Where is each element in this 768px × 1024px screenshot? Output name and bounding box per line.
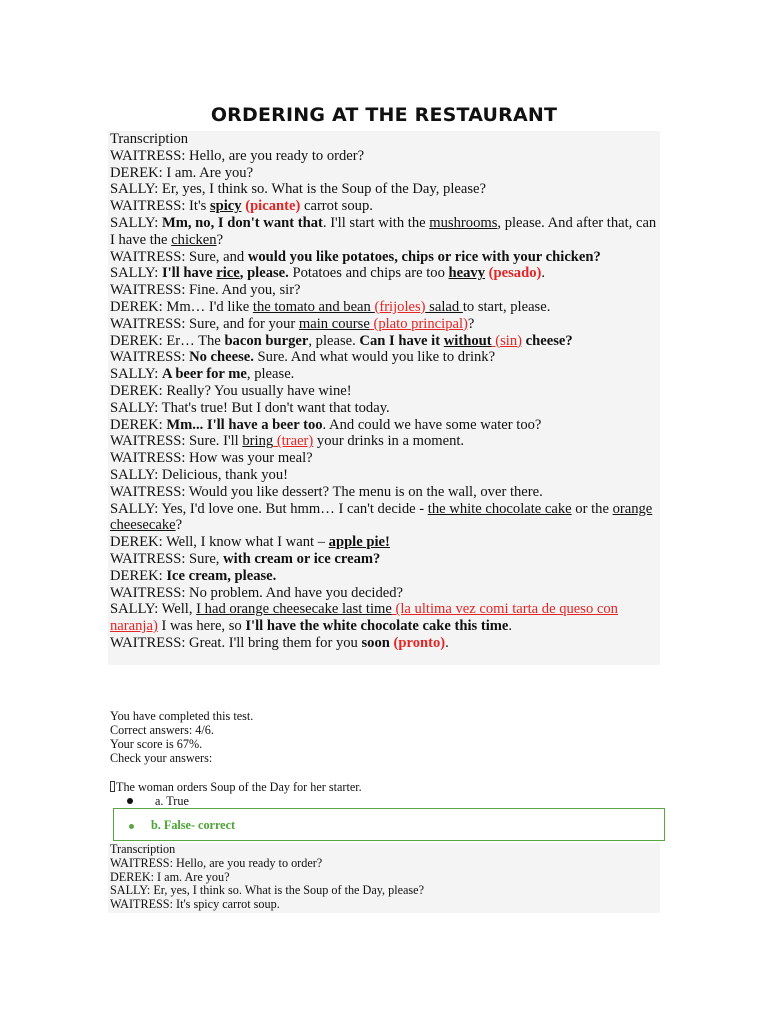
vocab-mushrooms: mushrooms	[429, 214, 498, 231]
mini-line-2: DEREK: I am. Are you?	[110, 869, 230, 884]
vocab-main-course: main course	[298, 315, 370, 332]
translation-frijoles: (frijoles)	[374, 298, 426, 315]
translation-plato-principal: (plato principal)	[369, 315, 468, 332]
vocab-without: without	[443, 332, 492, 349]
vocab-bring: bring	[242, 433, 274, 450]
transcript	[110, 131, 660, 652]
mini-line-3: SALLY: Er, yes, I think so. What is the Soup of the Day, please?	[110, 883, 424, 898]
line-15: SALLY: That's true! But I don't want that today.	[110, 399, 390, 416]
mini-line-1: WAITRESS: Hello, are you ready to order?	[110, 855, 323, 870]
mini-line-4: WAITRESS: It's spicy carrot soup.	[110, 897, 280, 912]
line-7: SALLY: I'll have rice, please. Potatoes and chips are too heavy (pesado).	[110, 265, 546, 282]
translation-pronto: (pronto)	[389, 634, 446, 651]
line-2: DEREK: I am. Are you?	[110, 164, 254, 181]
vocab-white-chocolate-cake: the white chocolate cake	[427, 500, 572, 517]
option-b-label: b. False- correct	[151, 818, 236, 832]
line-16: DEREK: Mm... I'll have a beer too. And could we have some water too?	[110, 416, 542, 433]
option-a-label: a. True	[155, 794, 189, 808]
line-18: WAITRESS: How was your meal?	[110, 450, 313, 467]
vocab-rice: rice	[216, 265, 240, 282]
line-26: SALLY: Well, I had orange cheesecake last time (la ultima vez comi tarta de queso con naranja) I was here, so I'll have the white chocolate cake this time.	[110, 601, 618, 635]
phrase-last-time: I had orange cheesecake last time	[196, 601, 392, 618]
line-12: WAITRESS: No cheese. Sure. And what would you like to drink?	[110, 349, 496, 366]
line-10: WAITRESS: Sure, and for your main course (plato principal)?	[110, 315, 475, 332]
translation-ultima-vez: (la ultima vez comi tarta de queso con naranja)	[110, 601, 618, 635]
line-11: DEREK: Er… The bacon burger, please. Can I have it without (sin) cheese?	[110, 332, 573, 349]
line-24: DEREK: Ice cream, please.	[110, 567, 277, 584]
mini-transcript	[110, 843, 660, 912]
question-text: The woman orders Soup of the Day for her starter.	[116, 780, 362, 794]
line-5: SALLY: Mm, no, I don't want that. I'll start with the mushrooms, please. And after that, can I have the chicken?	[110, 214, 657, 248]
vocab-heavy: heavy	[448, 265, 485, 282]
answer-option-b-correct[interactable]	[113, 808, 665, 841]
check-answers-label: Check your answers:	[110, 751, 213, 766]
line-27: WAITRESS: Great. I'll bring them for you soon (pronto).	[110, 634, 449, 651]
translation-sin: (sin)	[491, 332, 522, 349]
line-1: WAITRESS: Hello, are you ready to order?	[110, 147, 365, 164]
line-21: SALLY: Yes, I'd love one. But hmm… I can't decide - the white chocolate cake or the orange cheesecake?	[110, 500, 653, 534]
line-23: WAITRESS: Sure, with cream or ice cream?	[110, 550, 381, 567]
bullet-icon	[127, 798, 133, 804]
score-text: Your score is 67%.	[110, 737, 203, 752]
vocab-spicy: spicy	[209, 198, 242, 215]
translation-traer: (traer)	[273, 433, 314, 450]
line-14: DEREK: Really? You usually have wine!	[110, 382, 352, 399]
bullet-icon	[129, 824, 134, 829]
line-13: SALLY: A beer for me, please.	[110, 366, 295, 383]
line-19: SALLY: Delicious, thank you!	[110, 466, 288, 483]
line-3: SALLY: Er, yes, I think so. What is the Soup of the Day, please?	[110, 181, 486, 198]
line-20: WAITRESS: Would you like dessert? The menu is on the wall, over there.	[110, 483, 543, 500]
test-results	[110, 709, 610, 765]
completed-text: You have completed this test.	[110, 709, 254, 723]
line-4: WAITRESS: It's spicy (picante) carrot soup.	[110, 198, 373, 215]
transcript-heading: Transcription	[110, 131, 189, 147]
vocab-chicken: chicken	[171, 231, 217, 248]
line-17: WAITRESS: Sure. I'll bring (traer) your drinks in a moment.	[110, 433, 465, 450]
translation-picante: (picante)	[241, 198, 301, 215]
question-1	[110, 780, 670, 794]
line-8: WAITRESS: Fine. And you, sir?	[110, 282, 301, 299]
mini-transcript-heading: Transcription	[110, 842, 176, 856]
line-9: DEREK: Mm… I'd like the tomato and bean (frijoles) salad to start, please.	[110, 298, 551, 315]
page-title: ORDERING AT THE RESTAURANT	[210, 104, 558, 126]
question-marker-icon	[110, 781, 115, 792]
translation-pesado: (pesado)	[485, 265, 542, 282]
vocab-apple-pie: apple pie!	[328, 534, 390, 551]
line-25: WAITRESS: No problem. And have you decided?	[110, 584, 404, 601]
vocab-orange-cheesecake: orange cheesecake	[110, 500, 653, 534]
line-6: WAITRESS: Sure, and would you like potatoes, chips or rice with your chicken?	[110, 248, 601, 265]
line-22: DEREK: Well, I know what I want – apple pie!	[110, 534, 390, 551]
correct-answers: Correct answers: 4/6.	[110, 723, 214, 738]
